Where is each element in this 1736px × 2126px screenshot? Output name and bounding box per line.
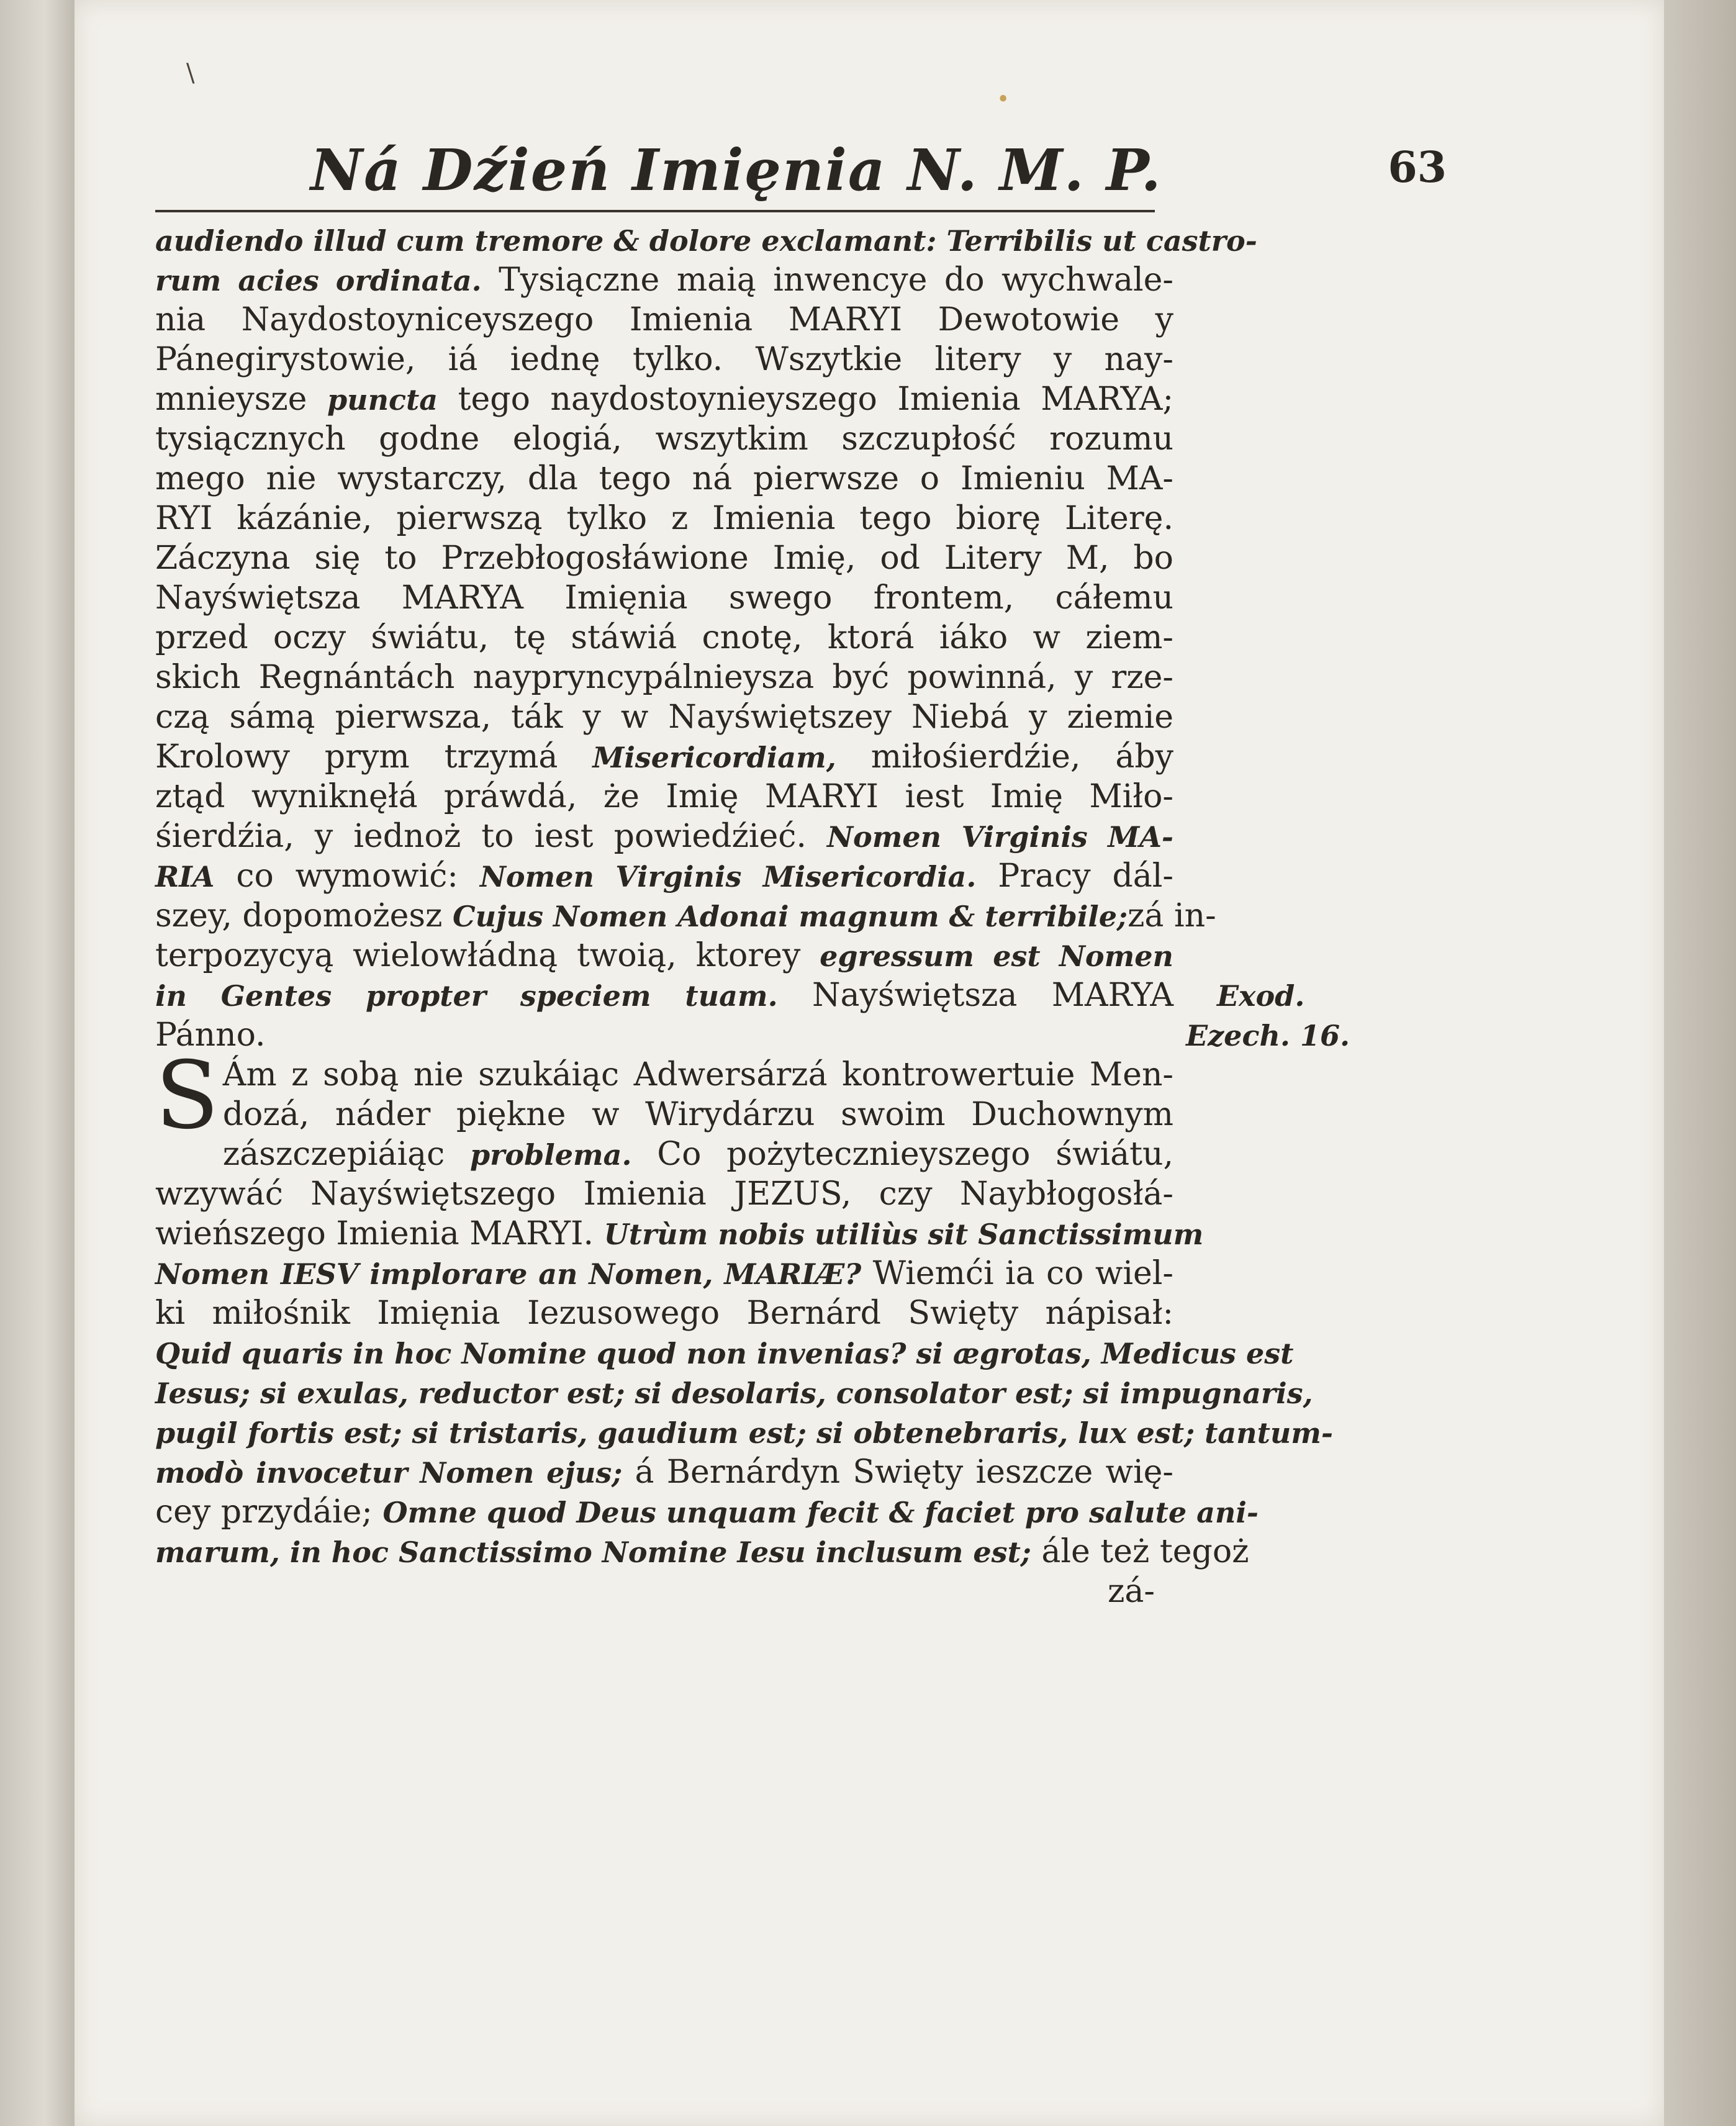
text-line <box>155 1015 1173 1055</box>
latin-quote: Misericordiam, <box>592 741 836 774</box>
latin-quote: rum acies ordinata. <box>155 264 482 297</box>
polish-text: Pracy dál- <box>976 857 1173 895</box>
polish-text: mnieysze <box>155 381 327 418</box>
drop-cap: S <box>155 1042 219 1150</box>
polish-text: tego naydostoynieyszego Imienia MARYA; <box>438 381 1174 418</box>
catchword: zá- <box>1108 1573 1155 1610</box>
text-line <box>155 856 1173 896</box>
text-line <box>155 300 1173 340</box>
facing-page-edge <box>0 0 76 2126</box>
text-line <box>155 220 1257 260</box>
polish-text: dozá, náder piękne w Wirydárzu swoim Duchownym <box>222 1096 1173 1133</box>
polish-text: szey, dopomożesz <box>155 897 453 934</box>
running-title: Ná Dźień Imięnia N. M. P. <box>310 137 1162 204</box>
text-line <box>155 1174 1173 1214</box>
text-line <box>155 1452 1173 1492</box>
polish-text: skich Regnántách naypryncypálnieysza być powinná, y rze- <box>155 659 1173 696</box>
text-line <box>155 975 1173 1015</box>
text-line <box>155 1492 1259 1532</box>
text-line <box>155 1532 1249 1572</box>
latin-quote: pugil fortis est; si tristaris, gaudium est; si obtenebraris, lux est; tantum- <box>155 1416 1334 1450</box>
marginal-note: Ezech. 16. <box>1186 1019 1350 1052</box>
page-number: 63 <box>1388 143 1447 192</box>
polish-text: Krolowy prym trzymá <box>155 738 593 776</box>
latin-quote: Utrùm nobis utiliùs sit Sanctissimum <box>604 1218 1204 1251</box>
ink-speck: \ <box>186 59 195 88</box>
marginal-note: Exod. <box>1217 979 1305 1013</box>
text-line <box>155 1254 1173 1293</box>
polish-text: śierdźia, y iednoż to iest powiedźieć. <box>155 818 827 855</box>
polish-text: zászczepiáiąc <box>222 1136 471 1173</box>
latin-quote: Cujus Nomen Adonai magnum & terribile; <box>452 900 1128 933</box>
polish-text: nia Naydostoyniceyszego Imienia MARYI Dewotowie y <box>155 301 1173 338</box>
text-line <box>155 419 1173 459</box>
text-line <box>155 936 1173 975</box>
polish-text: RYI kázánie, pierwszą tylko z Imienia tego biorę Literę. <box>155 500 1173 537</box>
latin-quote: audiendo illud cum tremore & dolore exclamant: Terribilis ut castro- <box>155 224 1257 258</box>
text-line <box>155 459 1173 499</box>
polish-text: miłośierdźie, áby <box>836 738 1173 776</box>
polish-text: czą sámą pierwsza, ták y w Nayświętszey Niebá y ziemie <box>155 699 1173 736</box>
polish-text: Pánno. <box>155 1016 266 1054</box>
text-line <box>155 737 1173 777</box>
polish-text: Záczyna się to Przebłogosłáwione Imię, od Litery M, bo <box>155 540 1173 577</box>
latin-quote: Nomen Virginis MA- <box>827 820 1173 854</box>
paragraph-2 <box>155 1042 1334 1572</box>
polish-text: terpozycyą wielowłádną twoią, ktorey <box>155 937 820 974</box>
foxing-spot: • <box>997 87 1010 112</box>
polish-text: ki miłośnik Imięnia Iezusowego Bernárd Swięty nápisał: <box>155 1295 1173 1332</box>
latin-quote: RIA <box>155 860 215 893</box>
text-line <box>155 658 1173 697</box>
latin-quote: marum, in hoc Sanctissimo Nomine Iesu inclusum est; <box>155 1536 1031 1569</box>
text-line <box>155 777 1173 816</box>
text-line <box>155 1095 1173 1134</box>
polish-text: Wiemći ia co wiel- <box>861 1255 1173 1292</box>
text-line <box>155 1373 1313 1413</box>
text-line <box>155 1055 1173 1095</box>
text-line <box>155 896 1216 936</box>
latin-quote: egressum est Nomen <box>820 939 1173 973</box>
text-line <box>155 1134 1173 1174</box>
polish-text: Pánegirystowie, iá iednę tylko. Wszytkie litery y nay- <box>155 341 1173 378</box>
polish-text: przed oczy świátu, tę stáwiá cnotę, ktorá iáko w ziem- <box>155 619 1173 656</box>
polish-text: Ám z sobą nie szukáiąc Adwersárzá kontrowertuie Men- <box>222 1056 1173 1093</box>
text-line <box>155 340 1173 379</box>
paragraph-1 <box>155 220 1257 1055</box>
page-header <box>236 137 1447 211</box>
latin-quote: Quid quaris in hoc Nomine quod non invenias? si ægrotas, Medicus est <box>155 1337 1294 1370</box>
polish-text: tysiącznych godne elogiá, wszytkim szczupłość rozumu <box>155 420 1173 458</box>
text-line <box>155 1293 1173 1333</box>
polish-text: zá in- <box>1128 897 1216 934</box>
text-line <box>155 379 1173 419</box>
text-line <box>155 1413 1334 1452</box>
polish-text: Tysiączne maią inwencye do wychwale- <box>481 261 1173 299</box>
latin-quote: modò invocetur Nomen ejus; <box>155 1456 623 1490</box>
latin-quote: in Gentes propter speciem tuam. <box>155 979 778 1013</box>
polish-text: co wymowić: <box>214 857 480 895</box>
header-rule <box>155 210 1155 212</box>
text-line <box>155 578 1173 618</box>
polish-text: á Bernárdyn Swięty ieszcze wię- <box>622 1454 1173 1491</box>
text-line <box>155 499 1173 538</box>
latin-quote: Nomen Virginis Misericordia. <box>479 860 977 893</box>
polish-text: mego nie wystarczy, dla tego ná pierwsze o Imieniu MA- <box>155 460 1173 497</box>
text-line <box>155 697 1173 737</box>
text-line <box>155 1333 1294 1373</box>
polish-text: ále też tegoż <box>1031 1533 1249 1570</box>
polish-text: cey przydáie; <box>155 1493 383 1531</box>
latin-quote: problema. <box>470 1138 632 1172</box>
text-line <box>155 1214 1204 1254</box>
background-edge <box>1664 0 1736 2126</box>
text-line <box>155 260 1173 300</box>
latin-quote: Nomen IESV implorare an Nomen, MARIÆ? <box>155 1257 862 1291</box>
polish-text: wzywáć Nayświętszego Imienia JEZUS, czy Naybłogosłá- <box>155 1175 1173 1213</box>
polish-text: Nayświętsza MARYA <box>777 977 1173 1014</box>
polish-text: Co pożytecznieyszego świátu, <box>631 1136 1173 1173</box>
text-line <box>155 618 1173 658</box>
text-line <box>155 538 1173 578</box>
text-line <box>155 816 1173 856</box>
polish-text: Nayświętsza MARYA Imięnia swego frontem, cáłemu <box>155 579 1173 617</box>
latin-quote: Iesus; si exulas, reductor est; si desolaris, consolator est; si impugnaris, <box>155 1377 1313 1410</box>
latin-quote: Omne quod Deus unquam fecit & faciet pro salute ani- <box>382 1496 1259 1529</box>
latin-quote: puncta <box>327 383 438 417</box>
polish-text: wieńszego Imienia MARYI. <box>155 1215 604 1252</box>
polish-text: ztąd wyniknęłá práwdá, że Imię MARYI iest Imię Miło- <box>155 778 1173 815</box>
